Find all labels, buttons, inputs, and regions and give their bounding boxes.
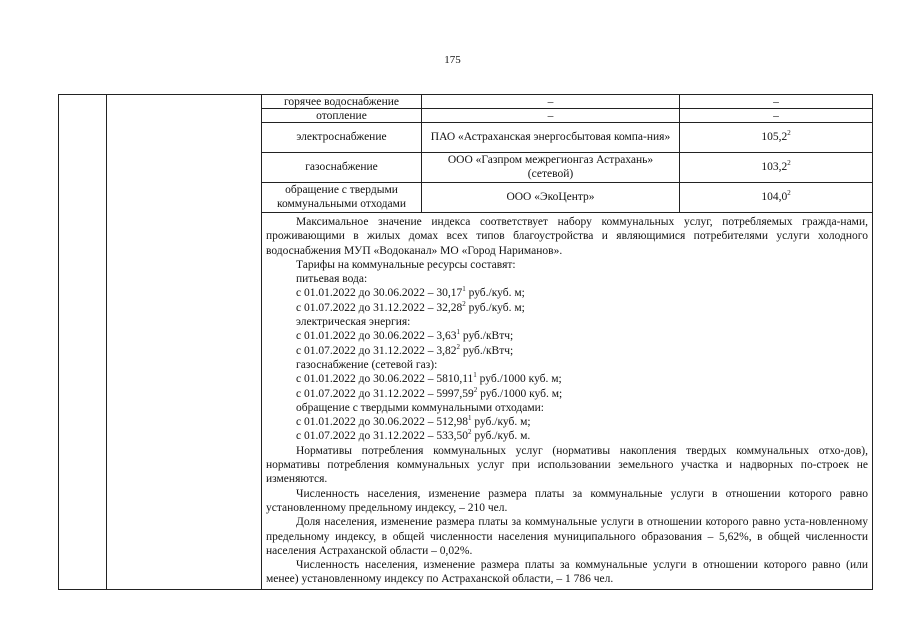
service-cell: обращение с твердыми коммунальными отходами: [262, 183, 422, 213]
tariff-value: с 01.07.2022 до 31.12.2022 – 533,50: [296, 430, 468, 443]
tariff-line: [266, 372, 868, 386]
tariff-unit: руб./куб. м;: [465, 287, 525, 300]
tariff-line: [266, 344, 868, 358]
provider-cell: –: [422, 109, 680, 123]
paragraph-population: Численность населения, изменение размера платы за коммунальные услуги в отношении которого равно установленному предельному индексу, – 210 чел.: [266, 487, 868, 514]
tariff-table: [58, 94, 873, 590]
explanation-cell: [262, 213, 873, 590]
waste-heading: обращение с твердыми коммунальными отходами:: [296, 401, 544, 414]
value-cell: –: [680, 95, 873, 109]
value-cell: [680, 153, 873, 183]
table-row: [59, 95, 873, 109]
footnote-mark: 2: [456, 342, 460, 351]
value-cell: –: [680, 109, 873, 123]
service-cell: отопление: [262, 109, 422, 123]
footnote-mark: 2: [473, 385, 478, 394]
tariff-unit: руб./куб. м;: [471, 416, 531, 429]
empty-number-cell: [59, 95, 107, 590]
tariff-unit: руб./кВтч;: [459, 330, 514, 343]
footnote-mark: 1: [462, 285, 466, 294]
footnote-mark: 2: [787, 188, 791, 197]
value-cell: [680, 123, 873, 153]
value-text: 103,2: [761, 160, 788, 173]
tariff-value: с 01.01.2022 до 30.06.2022 – 3,63: [296, 330, 457, 343]
tariff-unit: руб./куб. м;: [465, 301, 525, 314]
footnote-mark: 2: [787, 158, 791, 167]
page-number: 175: [444, 54, 461, 66]
tariff-value: с 01.07.2022 до 31.12.2022 – 3,82: [296, 344, 457, 357]
provider-cell: ООО «Газпром межрегионгаз Астрахань» (сетевой): [422, 153, 680, 183]
tariff-line: [266, 286, 868, 300]
value-text: 104,0: [761, 190, 788, 203]
tariff-line: [266, 329, 868, 343]
service-cell: газоснабжение: [262, 153, 422, 183]
provider-cell: ПАО «Астраханская энергосбытовая компа-ния»: [422, 123, 680, 153]
tariff-value: с 01.07.2022 до 31.12.2022 – 5997,59: [296, 387, 474, 400]
provider-cell: ООО «ЭкоЦентр»: [422, 183, 680, 213]
paragraph-population-regional: Численность населения, изменение размера платы за коммунальные услуги в отношении которого равно (или менее) установленному индексу по Астраханской области, – 1 786 чел.: [266, 559, 868, 586]
tariff-value: с 01.07.2022 до 31.12.2022 – 32,28: [296, 301, 463, 314]
value-text: 105,2: [761, 130, 788, 143]
value-cell: [680, 183, 873, 213]
footnote-mark: 2: [787, 128, 791, 137]
footnote-mark: 2: [467, 428, 472, 437]
tariff-line: [266, 387, 868, 401]
footnote-mark: 1: [467, 414, 472, 423]
tariff-line: [266, 415, 868, 429]
footnote-mark: 2: [462, 299, 466, 308]
electricity-heading: электрическая энергия:: [296, 316, 411, 329]
footnote-mark: 1: [473, 371, 477, 380]
tariff-value: с 01.01.2022 до 30.06.2022 – 30,17: [296, 287, 463, 300]
footnote-mark: 1: [456, 328, 460, 337]
empty-region-cell: [107, 95, 262, 590]
tariff-unit: руб./1000 куб. м;: [477, 387, 563, 400]
tariff-value: с 01.01.2022 до 30.06.2022 – 5810,11: [296, 373, 474, 386]
tariff-line: [266, 301, 868, 315]
tariff-value: с 01.01.2022 до 30.06.2022 – 512,98: [296, 416, 468, 429]
gas-heading: газоснабжение (сетевой газ):: [296, 358, 438, 371]
service-cell: горячее водоснабжение: [262, 95, 422, 109]
paragraph-max-index: Максимальное значение индекса соответствует набору коммунальных услуг, потребляемых гражда-нами, проживающими в жилых домах всех типов благоустройства и являющимися потребителями услуги холодного водоснабжения МУП «Водоканал» МО «Город Нариманов».: [266, 216, 868, 257]
tariff-line: [266, 429, 868, 443]
paragraph-norms: Нормативы потребления коммунальных услуг (нормативы накопления твердых коммунальных отхо-дов), нормативы потребления коммунальных услуг при использовании земельного участка и надворных по-строек не изменяются.: [266, 444, 868, 486]
provider-cell: –: [422, 95, 680, 109]
tariff-unit: руб./1000 куб. м;: [476, 373, 562, 386]
tariff-unit: руб./куб. м.: [471, 430, 531, 443]
tariffs-intro: Тарифы на коммунальные ресурсы составят:: [296, 258, 516, 271]
tariff-unit: руб./кВтч;: [459, 344, 514, 357]
paragraph-share: Доля населения, изменение размера платы за коммунальные услуги в отношении которого равно уста-новленному предельному индексу, в общей численности населения муниципального образования – 5,62%, в общей численности населения Астраханской области – 0,02%.: [266, 516, 868, 557]
water-heading: питьевая вода:: [296, 273, 368, 286]
service-cell: электроснабжение: [262, 123, 422, 153]
